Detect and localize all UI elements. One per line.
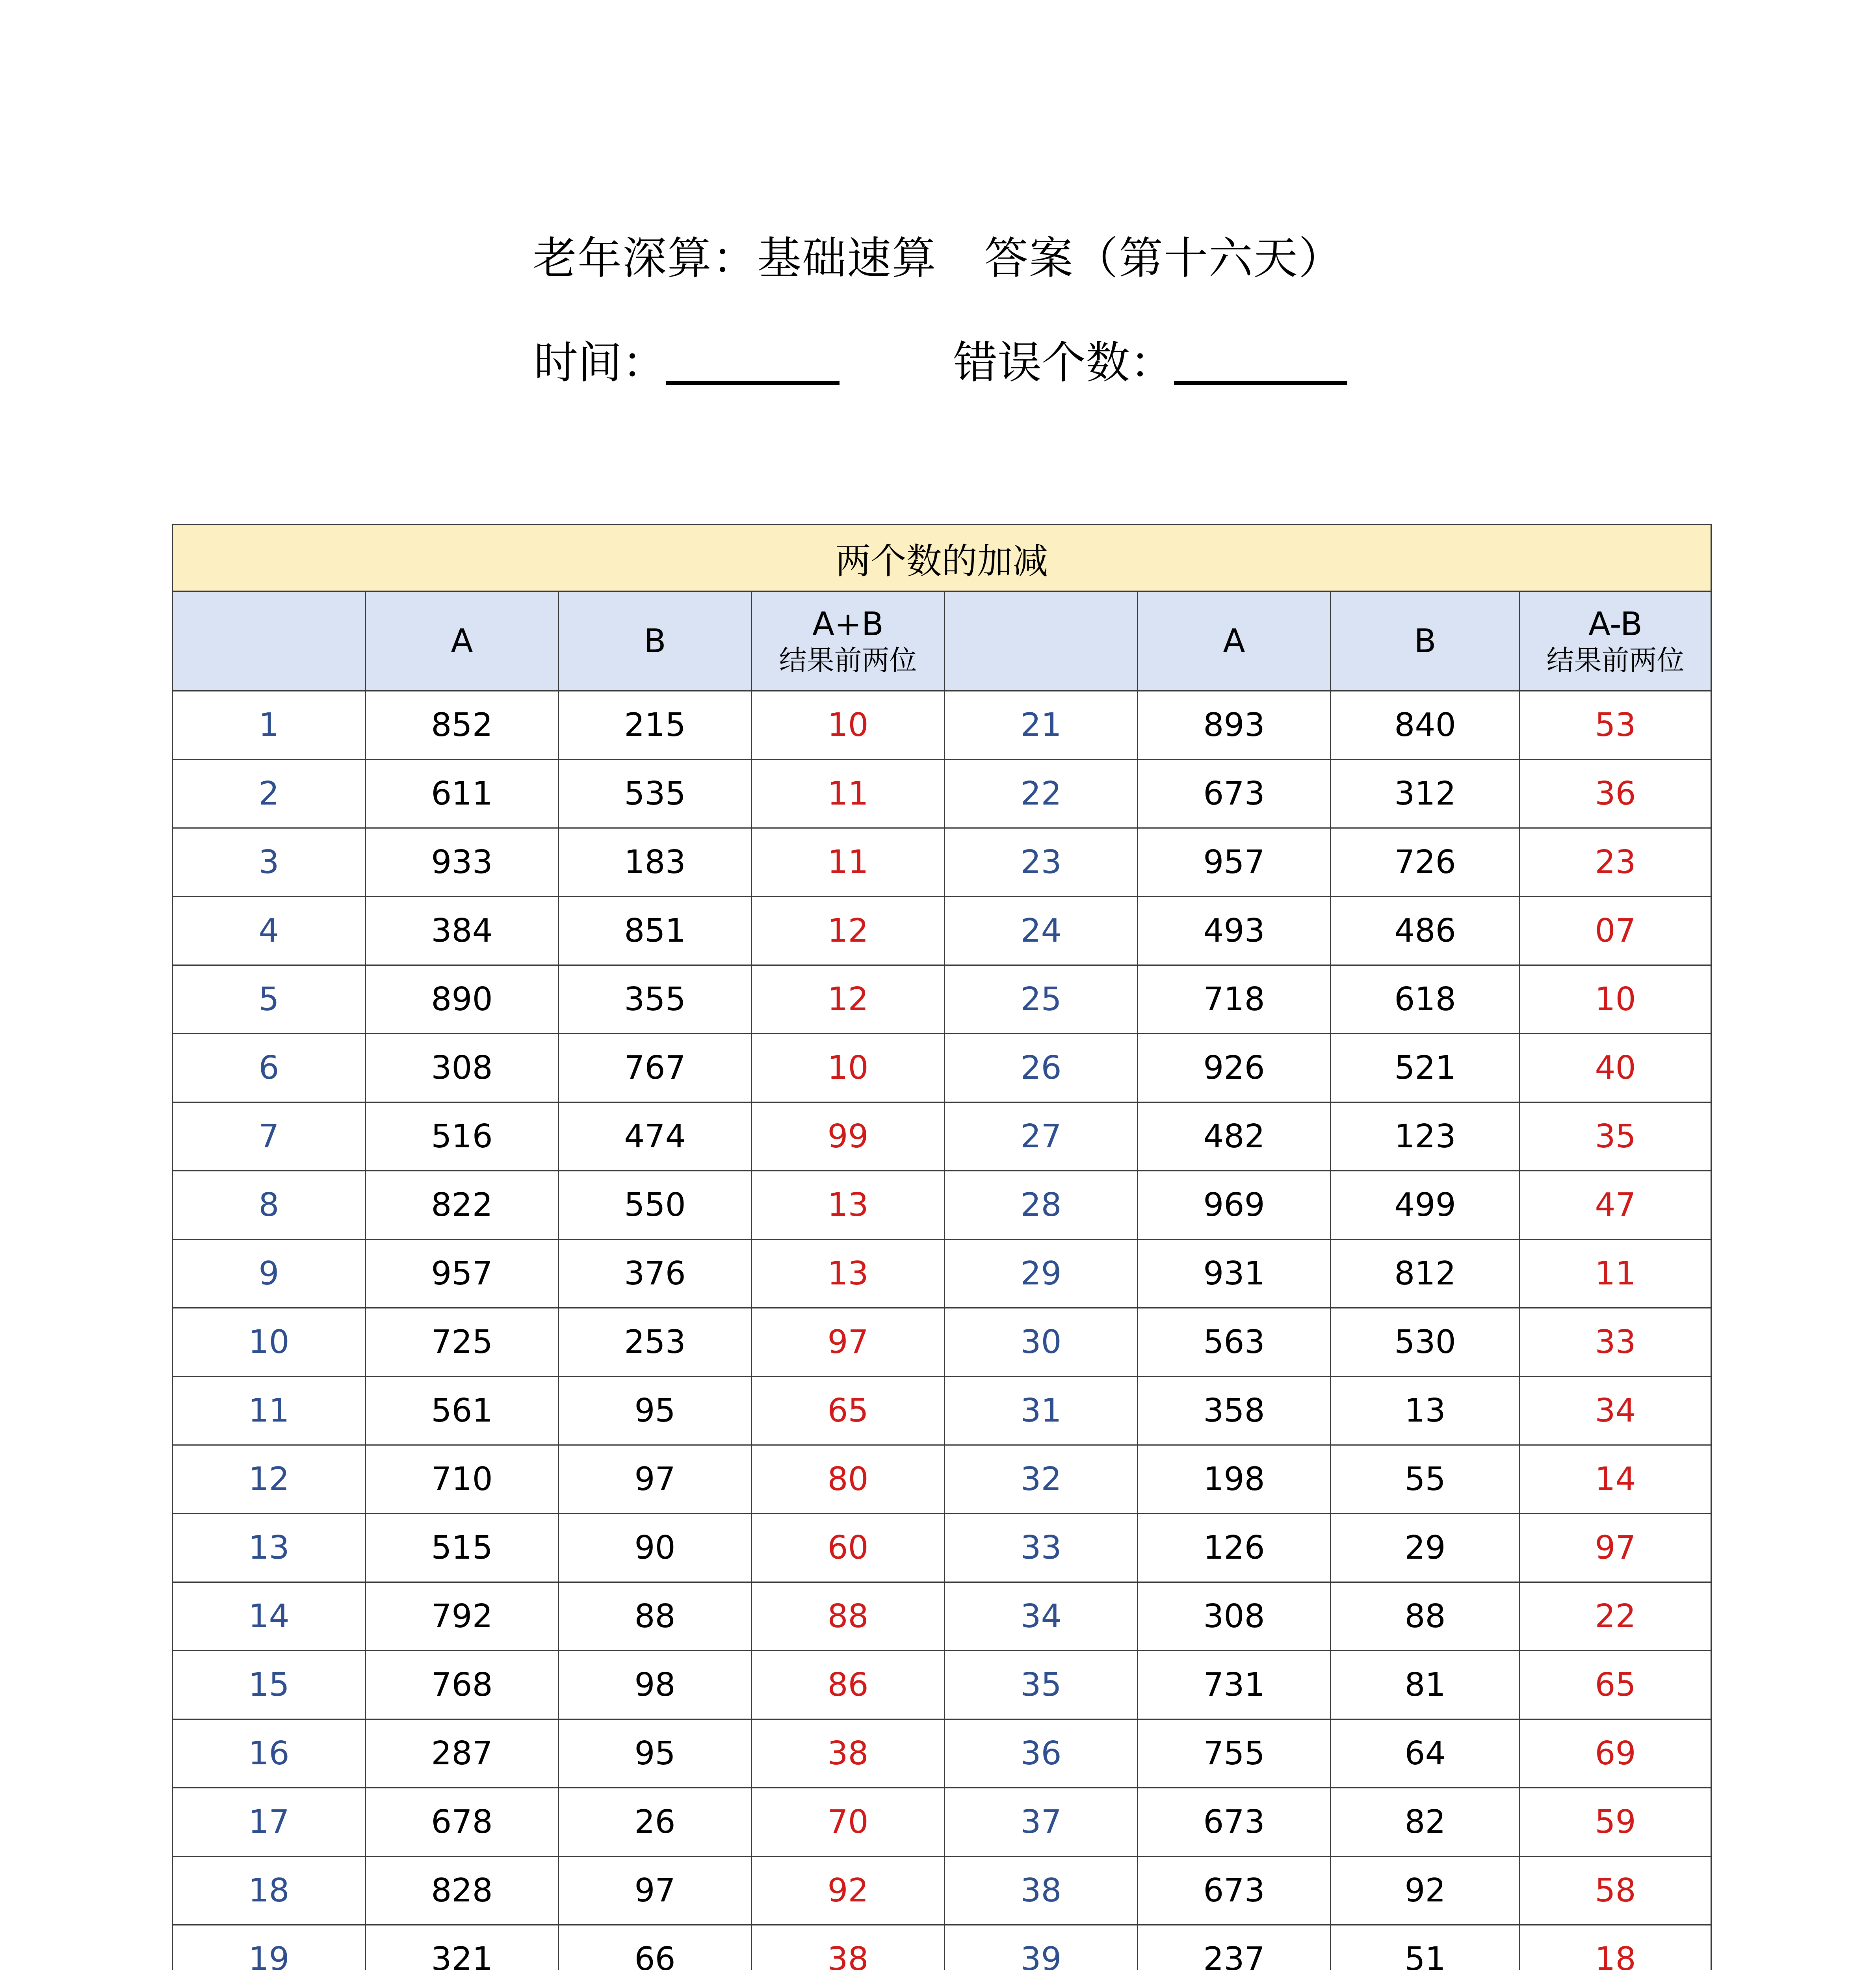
- value-b2: 82: [1331, 1788, 1520, 1857]
- sum-answer: 97: [752, 1308, 945, 1377]
- value-a2: 237: [1138, 1925, 1331, 1970]
- header-diff: [1520, 591, 1711, 691]
- value-a: 308: [366, 1034, 559, 1102]
- table-row: [173, 1377, 1711, 1445]
- diff-answer: 59: [1520, 1788, 1711, 1857]
- diff-answer: 11: [1520, 1240, 1711, 1308]
- value-b2: 81: [1331, 1651, 1520, 1719]
- value-a2: 358: [1138, 1377, 1331, 1445]
- header-diff-sub: 结果前两位: [1546, 644, 1685, 677]
- table-row: [173, 965, 1711, 1034]
- title-main: 老年深算：基础速算: [533, 233, 937, 284]
- diff-answer: 18: [1520, 1925, 1711, 1970]
- sum-answer: 88: [752, 1582, 945, 1651]
- value-a2: 673: [1138, 1788, 1331, 1857]
- value-a2: 957: [1138, 828, 1331, 897]
- page-title: [0, 233, 1876, 284]
- diff-answer: 07: [1520, 897, 1711, 965]
- diff-answer: 47: [1520, 1171, 1711, 1240]
- sum-answer: 38: [752, 1925, 945, 1970]
- value-b2: 64: [1331, 1719, 1520, 1788]
- row-index: 11: [173, 1377, 366, 1445]
- value-b2: 92: [1331, 1857, 1520, 1925]
- row-index: 7: [173, 1102, 366, 1171]
- row-index-2: 39: [945, 1925, 1138, 1970]
- row-index: 6: [173, 1034, 366, 1102]
- value-b: 253: [559, 1308, 752, 1377]
- row-index: 8: [173, 1171, 366, 1240]
- table-row: [173, 1171, 1711, 1240]
- value-b2: 618: [1331, 965, 1520, 1034]
- row-index-2: 33: [945, 1514, 1138, 1582]
- value-a: 321: [366, 1925, 559, 1970]
- value-b: 26: [559, 1788, 752, 1857]
- row-index-2: 32: [945, 1445, 1138, 1514]
- table1-band-title: 两个数的加减: [173, 525, 1711, 591]
- diff-answer: 36: [1520, 760, 1711, 828]
- diff-answer: 14: [1520, 1445, 1711, 1514]
- value-a: 611: [366, 760, 559, 828]
- row-index-2: 21: [945, 691, 1138, 760]
- table-row: [173, 1651, 1711, 1719]
- diff-answer: 65: [1520, 1651, 1711, 1719]
- row-index-2: 23: [945, 828, 1138, 897]
- table-row: [173, 1445, 1711, 1514]
- header-diff-main: A-B: [1588, 605, 1643, 643]
- header-sum-main: A+B: [812, 605, 884, 643]
- value-b2: 530: [1331, 1308, 1520, 1377]
- table1-body: [173, 691, 1711, 1970]
- row-index: 5: [173, 965, 366, 1034]
- row-index: 18: [173, 1857, 366, 1925]
- table-row: [173, 1925, 1711, 1970]
- sum-answer: 99: [752, 1102, 945, 1171]
- header-a: A: [366, 591, 559, 691]
- row-index: 4: [173, 897, 366, 965]
- value-a2: 673: [1138, 1857, 1331, 1925]
- value-b: 95: [559, 1377, 752, 1445]
- value-b2: 840: [1331, 691, 1520, 760]
- value-a2: 563: [1138, 1308, 1331, 1377]
- sum-answer: 10: [752, 691, 945, 760]
- errors-blank-line: [1174, 342, 1347, 385]
- value-b: 90: [559, 1514, 752, 1582]
- row-index-2: 38: [945, 1857, 1138, 1925]
- value-a2: 969: [1138, 1171, 1331, 1240]
- diff-answer: 40: [1520, 1034, 1711, 1102]
- value-a: 710: [366, 1445, 559, 1514]
- row-index-2: 28: [945, 1171, 1138, 1240]
- errors-label: 错误个数：: [953, 337, 1174, 388]
- header-a2: A: [1138, 591, 1331, 691]
- sum-answer: 12: [752, 965, 945, 1034]
- title-answer: 答案（第十六天）: [984, 233, 1343, 284]
- header-blank-2: [945, 591, 1138, 691]
- table-row: [173, 1514, 1711, 1582]
- row-index-2: 31: [945, 1377, 1138, 1445]
- value-b2: 499: [1331, 1171, 1520, 1240]
- sum-answer: 86: [752, 1651, 945, 1719]
- value-b: 98: [559, 1651, 752, 1719]
- row-index-2: 22: [945, 760, 1138, 828]
- value-b: 88: [559, 1582, 752, 1651]
- value-a: 890: [366, 965, 559, 1034]
- row-index: 16: [173, 1719, 366, 1788]
- value-b2: 13: [1331, 1377, 1520, 1445]
- table-row: [173, 828, 1711, 897]
- diff-answer: 35: [1520, 1102, 1711, 1171]
- diff-answer: 53: [1520, 691, 1711, 760]
- diff-answer: 22: [1520, 1582, 1711, 1651]
- value-a: 516: [366, 1102, 559, 1171]
- time-blank-line: [666, 342, 840, 385]
- row-index-2: 27: [945, 1102, 1138, 1171]
- value-a2: 308: [1138, 1582, 1331, 1651]
- value-b2: 51: [1331, 1925, 1520, 1970]
- value-a2: 893: [1138, 691, 1331, 760]
- table-row: [173, 1788, 1711, 1857]
- value-b: 215: [559, 691, 752, 760]
- table-row: [173, 1582, 1711, 1651]
- diff-answer: 97: [1520, 1514, 1711, 1582]
- row-index-2: 24: [945, 897, 1138, 965]
- value-b2: 521: [1331, 1034, 1520, 1102]
- table1-header-row: [173, 591, 1711, 691]
- value-b: 97: [559, 1857, 752, 1925]
- row-index: 10: [173, 1308, 366, 1377]
- sum-answer: 60: [752, 1514, 945, 1582]
- value-b: 95: [559, 1719, 752, 1788]
- value-b2: 812: [1331, 1240, 1520, 1308]
- row-index-2: 37: [945, 1788, 1138, 1857]
- sum-answer: 38: [752, 1719, 945, 1788]
- table-row: [173, 1034, 1711, 1102]
- row-index: 15: [173, 1651, 366, 1719]
- table-row: [173, 1719, 1711, 1788]
- value-a: 792: [366, 1582, 559, 1651]
- header-sum: [752, 591, 945, 691]
- value-b2: 486: [1331, 897, 1520, 965]
- value-b: 355: [559, 965, 752, 1034]
- diff-answer: 58: [1520, 1857, 1711, 1925]
- value-a2: 673: [1138, 760, 1331, 828]
- value-a: 822: [366, 1171, 559, 1240]
- row-index: 17: [173, 1788, 366, 1857]
- value-a2: 755: [1138, 1719, 1331, 1788]
- row-index-2: 35: [945, 1651, 1138, 1719]
- header-b2: B: [1331, 591, 1520, 691]
- value-a2: 126: [1138, 1514, 1331, 1582]
- row-index-2: 30: [945, 1308, 1138, 1377]
- value-a2: 731: [1138, 1651, 1331, 1719]
- table-row: [173, 1308, 1711, 1377]
- value-a2: 718: [1138, 965, 1331, 1034]
- sum-answer: 80: [752, 1445, 945, 1514]
- value-a: 561: [366, 1377, 559, 1445]
- addition-subtraction-table: [172, 524, 1712, 1970]
- value-b2: 88: [1331, 1582, 1520, 1651]
- value-b2: 312: [1331, 760, 1520, 828]
- value-a: 933: [366, 828, 559, 897]
- value-b2: 726: [1331, 828, 1520, 897]
- value-b: 97: [559, 1445, 752, 1514]
- row-index: 12: [173, 1445, 366, 1514]
- value-a: 957: [366, 1240, 559, 1308]
- errors-field: [953, 337, 1347, 388]
- diff-answer: 23: [1520, 828, 1711, 897]
- sum-answer: 13: [752, 1240, 945, 1308]
- value-a: 768: [366, 1651, 559, 1719]
- sum-answer: 10: [752, 1034, 945, 1102]
- diff-answer: 10: [1520, 965, 1711, 1034]
- value-b: 474: [559, 1102, 752, 1171]
- row-index-2: 29: [945, 1240, 1138, 1308]
- diff-answer: 33: [1520, 1308, 1711, 1377]
- value-b: 376: [559, 1240, 752, 1308]
- value-a2: 926: [1138, 1034, 1331, 1102]
- table-row: [173, 1240, 1711, 1308]
- value-b2: 29: [1331, 1514, 1520, 1582]
- header-b: B: [559, 591, 752, 691]
- value-b: 550: [559, 1171, 752, 1240]
- value-a: 725: [366, 1308, 559, 1377]
- sum-answer: 92: [752, 1857, 945, 1925]
- time-field: [534, 337, 840, 388]
- row-index: 14: [173, 1582, 366, 1651]
- header-blank: [173, 591, 366, 691]
- table-row: [173, 897, 1711, 965]
- sum-answer: 70: [752, 1788, 945, 1857]
- value-b: 767: [559, 1034, 752, 1102]
- table-row: [173, 1857, 1711, 1925]
- value-b2: 123: [1331, 1102, 1520, 1171]
- row-index-2: 34: [945, 1582, 1138, 1651]
- row-index-2: 26: [945, 1034, 1138, 1102]
- value-a2: 482: [1138, 1102, 1331, 1171]
- table-row: [173, 760, 1711, 828]
- row-index-2: 36: [945, 1719, 1138, 1788]
- value-a: 852: [366, 691, 559, 760]
- sum-answer: 65: [752, 1377, 945, 1445]
- table-row: [173, 691, 1711, 760]
- row-index: 9: [173, 1240, 366, 1308]
- value-b2: 55: [1331, 1445, 1520, 1514]
- time-label: 时间：: [534, 337, 666, 388]
- row-index: 19: [173, 1925, 366, 1970]
- value-a: 678: [366, 1788, 559, 1857]
- table-row: [173, 1102, 1711, 1171]
- value-a: 287: [366, 1719, 559, 1788]
- row-index: 3: [173, 828, 366, 897]
- diff-answer: 34: [1520, 1377, 1711, 1445]
- sum-answer: 13: [752, 1171, 945, 1240]
- diff-answer: 69: [1520, 1719, 1711, 1788]
- row-index: 13: [173, 1514, 366, 1582]
- value-b: 851: [559, 897, 752, 965]
- row-index: 2: [173, 760, 366, 828]
- value-a2: 493: [1138, 897, 1331, 965]
- value-a: 384: [366, 897, 559, 965]
- sum-answer: 12: [752, 897, 945, 965]
- sum-answer: 11: [752, 828, 945, 897]
- value-b: 66: [559, 1925, 752, 1970]
- value-a2: 931: [1138, 1240, 1331, 1308]
- sum-answer: 11: [752, 760, 945, 828]
- value-a: 515: [366, 1514, 559, 1582]
- value-b: 183: [559, 828, 752, 897]
- header-sum-sub: 结果前两位: [779, 644, 917, 677]
- row-index-2: 25: [945, 965, 1138, 1034]
- value-b: 535: [559, 760, 752, 828]
- value-a: 828: [366, 1857, 559, 1925]
- row-index: 1: [173, 691, 366, 760]
- value-a2: 198: [1138, 1445, 1331, 1514]
